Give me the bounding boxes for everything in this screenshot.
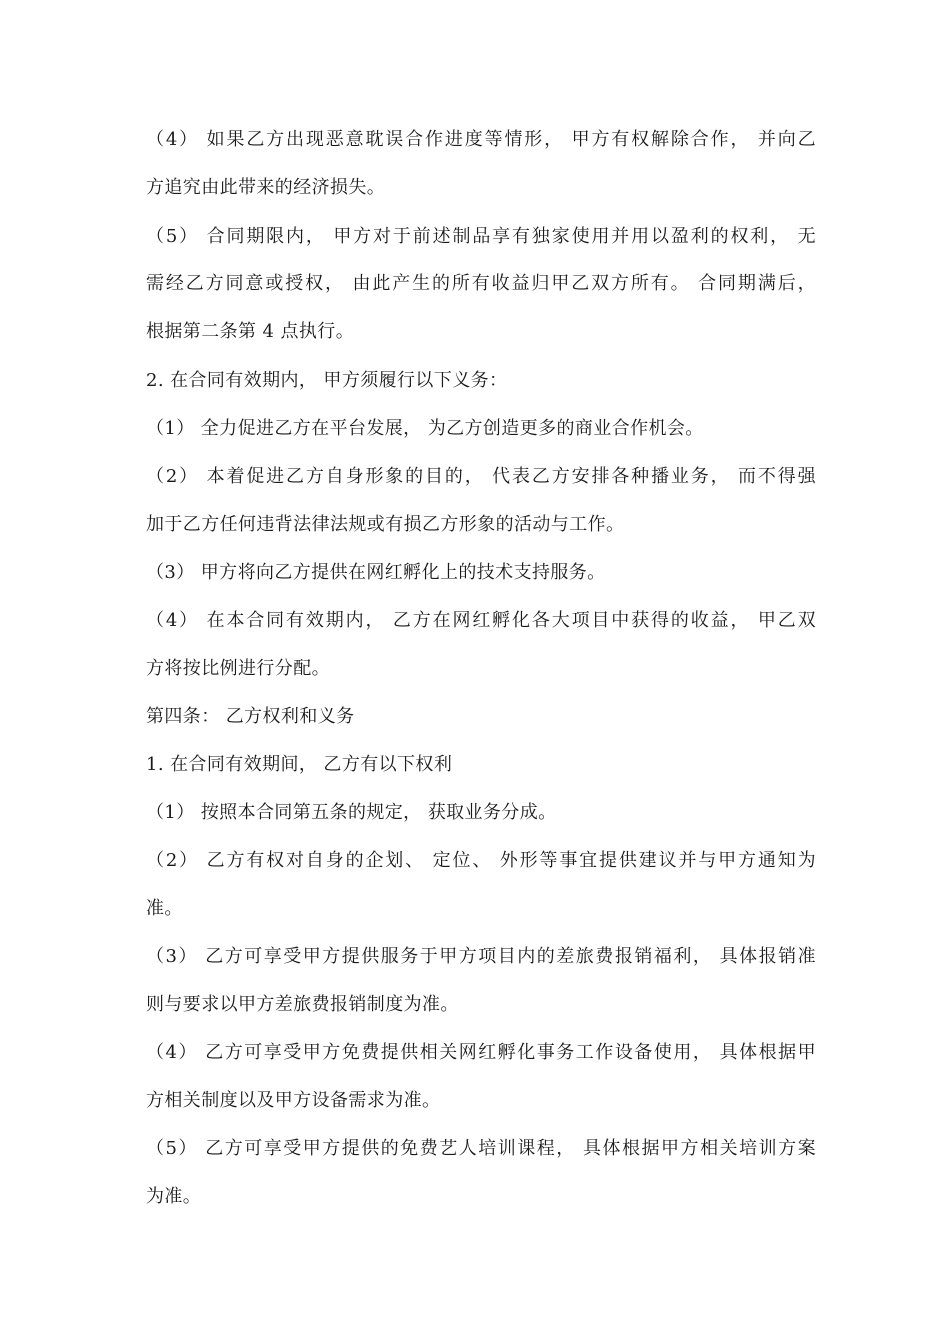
paragraph-line: 则与要求以甲方差旅费报销制度为准。 (146, 994, 459, 1015)
paragraph-line: （5） 乙方可享受甲方提供的免费艺人培训课程， 具体根据甲方相关培训方案 (146, 1138, 816, 1159)
paragraph-line: （5） 合同期限内， 甲方对于前述制品享有独家使用并用以盈利的权利， 无 (146, 226, 816, 247)
paragraph-line: 加于乙方任何违背法律法规或有损乙方形象的活动与工作。 (146, 514, 625, 535)
paragraph-line: （4） 乙方可享受甲方免费提供相关网红孵化事务工作设备使用， 具体根据甲 (146, 1042, 816, 1063)
paragraph-line: （3） 甲方将向乙方提供在网红孵化上的技术支持服务。 (146, 562, 606, 583)
paragraph-line: 准。 (146, 898, 183, 919)
paragraph-line: 需经乙方同意或授权， 由此产生的所有收益归甲乙双方所有。 合同期满后， (146, 273, 816, 294)
paragraph-line: （1） 全力促进乙方在平台发展， 为乙方创造更多的商业合作机会。 (146, 418, 704, 439)
paragraph-line: （3） 乙方可享受甲方提供服务于甲方项目内的差旅费报销福利， 具体报销准 (146, 946, 816, 967)
paragraph-line: 为准。 (146, 1186, 202, 1207)
section-heading: 第四条： 乙方权利和义务 (146, 706, 355, 727)
paragraph-line: （2） 乙方有权对自身的企划、 定位、 外形等事宜提供建议并与甲方通知为 (146, 850, 816, 871)
paragraph-line: 方追究由此带来的经济损失。 (146, 177, 386, 198)
paragraph-line: 1. 在合同有效期间， 乙方有以下权利 (146, 754, 453, 775)
paragraph-line: （4） 在本合同有效期内， 乙方在网红孵化各大项目中获得的收益， 甲乙双 (146, 610, 816, 631)
paragraph-line: 方将按比例进行分配。 (146, 658, 330, 679)
paragraph-line: （2） 本着促进乙方自身形象的目的， 代表乙方安排各种播业务， 而不得强 (146, 466, 816, 487)
paragraph-line: 方相关制度以及甲方设备需求为准。 (146, 1090, 441, 1111)
paragraph-line: 根据第二条第 4 点执行。 (146, 321, 355, 342)
paragraph-line: （1） 按照本合同第五条的规定， 获取业务分成。 (146, 802, 557, 823)
paragraph-line: （4） 如果乙方出现恶意耽误合作进度等情形， 甲方有权解除合作， 并向乙 (146, 129, 816, 150)
paragraph-line: 2. 在合同有效期内， 甲方须履行以下义务： (146, 370, 508, 391)
